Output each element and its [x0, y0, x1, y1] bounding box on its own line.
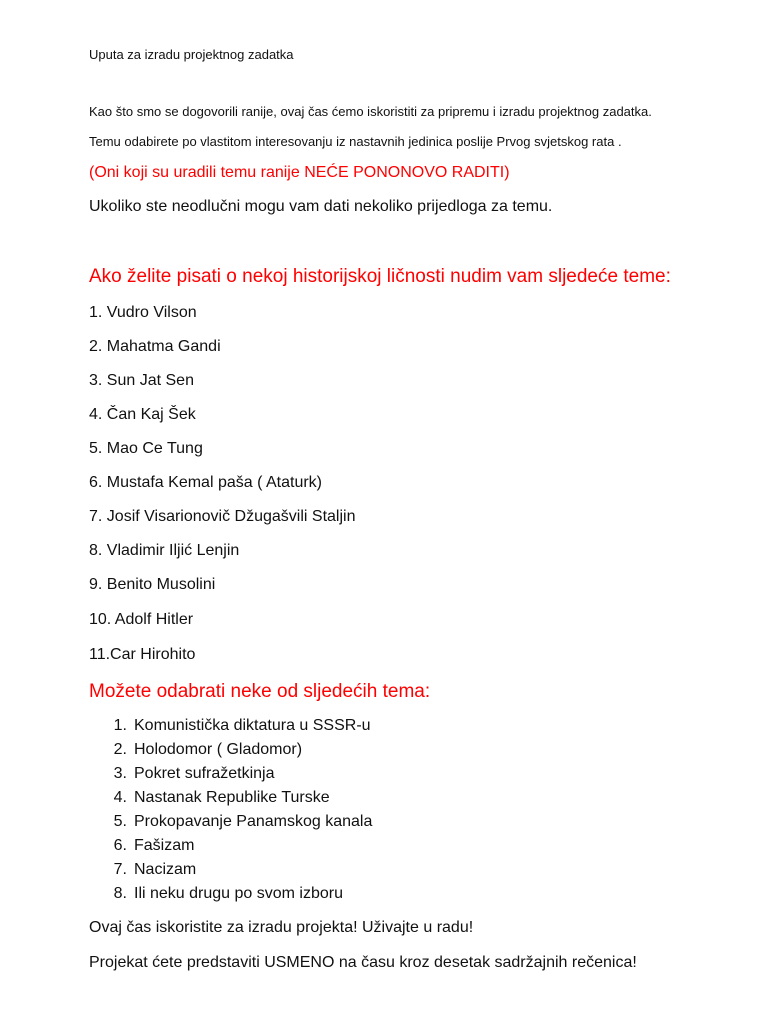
list-item: 10. Adolf Hitler	[89, 611, 194, 628]
personalities-heading: Ako želite pisati o nekoj historijskoj ličnosti nudim vam sljedeće teme:	[89, 266, 671, 287]
closing-paragraph-1: Ovaj čas iskoristite za izradu projekta! Uživajte u radu!	[89, 919, 474, 936]
list-item	[89, 741, 689, 761]
list-item	[89, 789, 689, 809]
topics-heading: Možete odabrati neke od sljedećih tema:	[89, 681, 431, 702]
list-item: 6. Mustafa Kemal paša ( Ataturk)	[89, 474, 322, 491]
list-item-number: 4.	[113, 789, 127, 806]
list-item-number: 2.	[113, 741, 127, 758]
list-item: 11.Car Hirohito	[89, 646, 196, 663]
list-item-text: Nacizam	[134, 861, 197, 878]
list-item-number: 5.	[113, 813, 127, 830]
list-item-text: Fašizam	[134, 837, 195, 854]
list-item: 1. Vudro Vilson	[89, 304, 197, 321]
list-item	[89, 885, 689, 905]
document-title: Uputa za izradu projektnog zadatka	[89, 47, 294, 62]
list-item: 8. Vladimir Iljić Lenjin	[89, 542, 240, 559]
list-item	[89, 717, 689, 737]
list-item	[89, 765, 689, 785]
list-item: 4. Čan Kaj Šek	[89, 406, 196, 423]
list-item-number: 8.	[113, 885, 127, 902]
list-item-number: 3.	[113, 765, 127, 782]
intro-paragraph-1: Kao što smo se dogovorili ranije, ovaj čas ćemo iskoristiti za pripremu i izradu projektnog zadatka.	[89, 104, 652, 119]
list-item: 5. Mao Ce Tung	[89, 440, 203, 457]
list-item-number: 6.	[113, 837, 127, 854]
undecided-paragraph: Ukoliko ste neodlučni mogu vam dati nekoliko prijedloga za temu.	[89, 198, 553, 215]
list-item	[89, 861, 689, 881]
closing-paragraph-2: Projekat ćete predstaviti USMENO na času kroz desetak sadržajnih rečenica!	[89, 954, 637, 971]
list-item-text: Nastanak Republike Turske	[134, 789, 330, 806]
list-item: 7. Josif Visarionovič Džugašvili Staljin	[89, 508, 356, 525]
list-item-number: 1.	[113, 717, 127, 734]
list-item-text: Ili neku drugu po svom izboru	[134, 885, 343, 902]
list-item-text: Pokret sufražetkinja	[134, 765, 275, 782]
list-item-number: 7.	[113, 861, 127, 878]
list-item: 3. Sun Jat Sen	[89, 372, 194, 389]
list-item-text: Holodomor ( Gladomor)	[134, 741, 303, 758]
list-item-text: Prokopavanje Panamskog kanala	[134, 813, 373, 830]
list-item: 2. Mahatma Gandi	[89, 338, 221, 355]
list-item	[89, 837, 689, 857]
list-item: 9. Benito Musolini	[89, 576, 216, 593]
list-item	[89, 813, 689, 833]
list-item-text: Komunistička diktatura u SSSR-u	[134, 717, 371, 734]
warning-note: (Oni koji su uradili temu ranije NEĆE PONONOVO RADITI)	[89, 164, 510, 181]
intro-paragraph-2: Temu odabirete po vlastitom interesovanju iz nastavnih jedinica poslije Prvog svjetskog rata .	[89, 134, 622, 149]
